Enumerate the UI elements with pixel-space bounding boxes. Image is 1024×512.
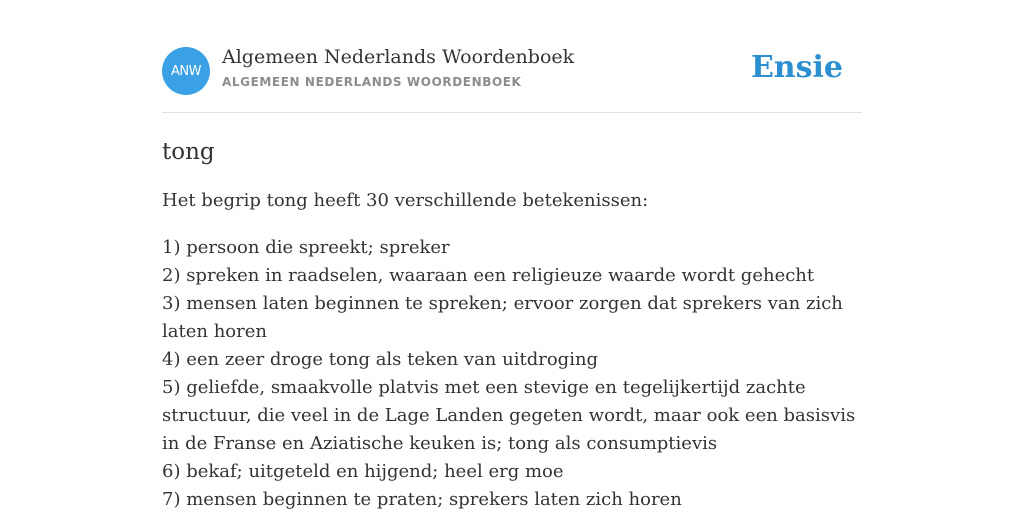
definition-list [162,234,862,512]
header [162,0,862,113]
definition-item: 7) mensen beginnen te praten; sprekers laten zich horen [162,489,682,510]
intro-text: Het begrip tong heeft 30 verschillende betekenissen: [162,190,649,211]
page [162,0,862,512]
source-logo[interactable]: ANW [162,47,210,95]
definition-item: 4) een zeer droge tong als teken van uitdroging [162,349,599,370]
definition-item: 3) mensen laten beginnen te spreken; ervoor zorgen dat sprekers van zich laten horen [162,293,843,342]
page-title: tong [162,139,215,165]
brand-logo[interactable]: Ensie [750,50,843,85]
definition-item: 6) bekaf; uitgeteld en hijgend; heel erg moe [162,461,564,482]
definition-item: 1) persoon die spreekt; spreker [162,237,450,258]
source-subtitle: ALGEMEEN NEDERLANDS WOORDENBOEK [222,75,522,89]
definition-item: 2) spreken in raadselen, waaraan een religieuze waarde wordt gehecht [162,265,815,286]
source-title[interactable]: Algemeen Nederlands Woordenboek [222,46,575,68]
definition-item: 5) geliefde, smaakvolle platvis met een stevige en tegelijkertijd zachte structuur, die veel in de Lage Landen gegeten wordt, maar ook een basisvis in de Franse en Aziatische keuken is; tong als consumptievis [162,377,856,454]
